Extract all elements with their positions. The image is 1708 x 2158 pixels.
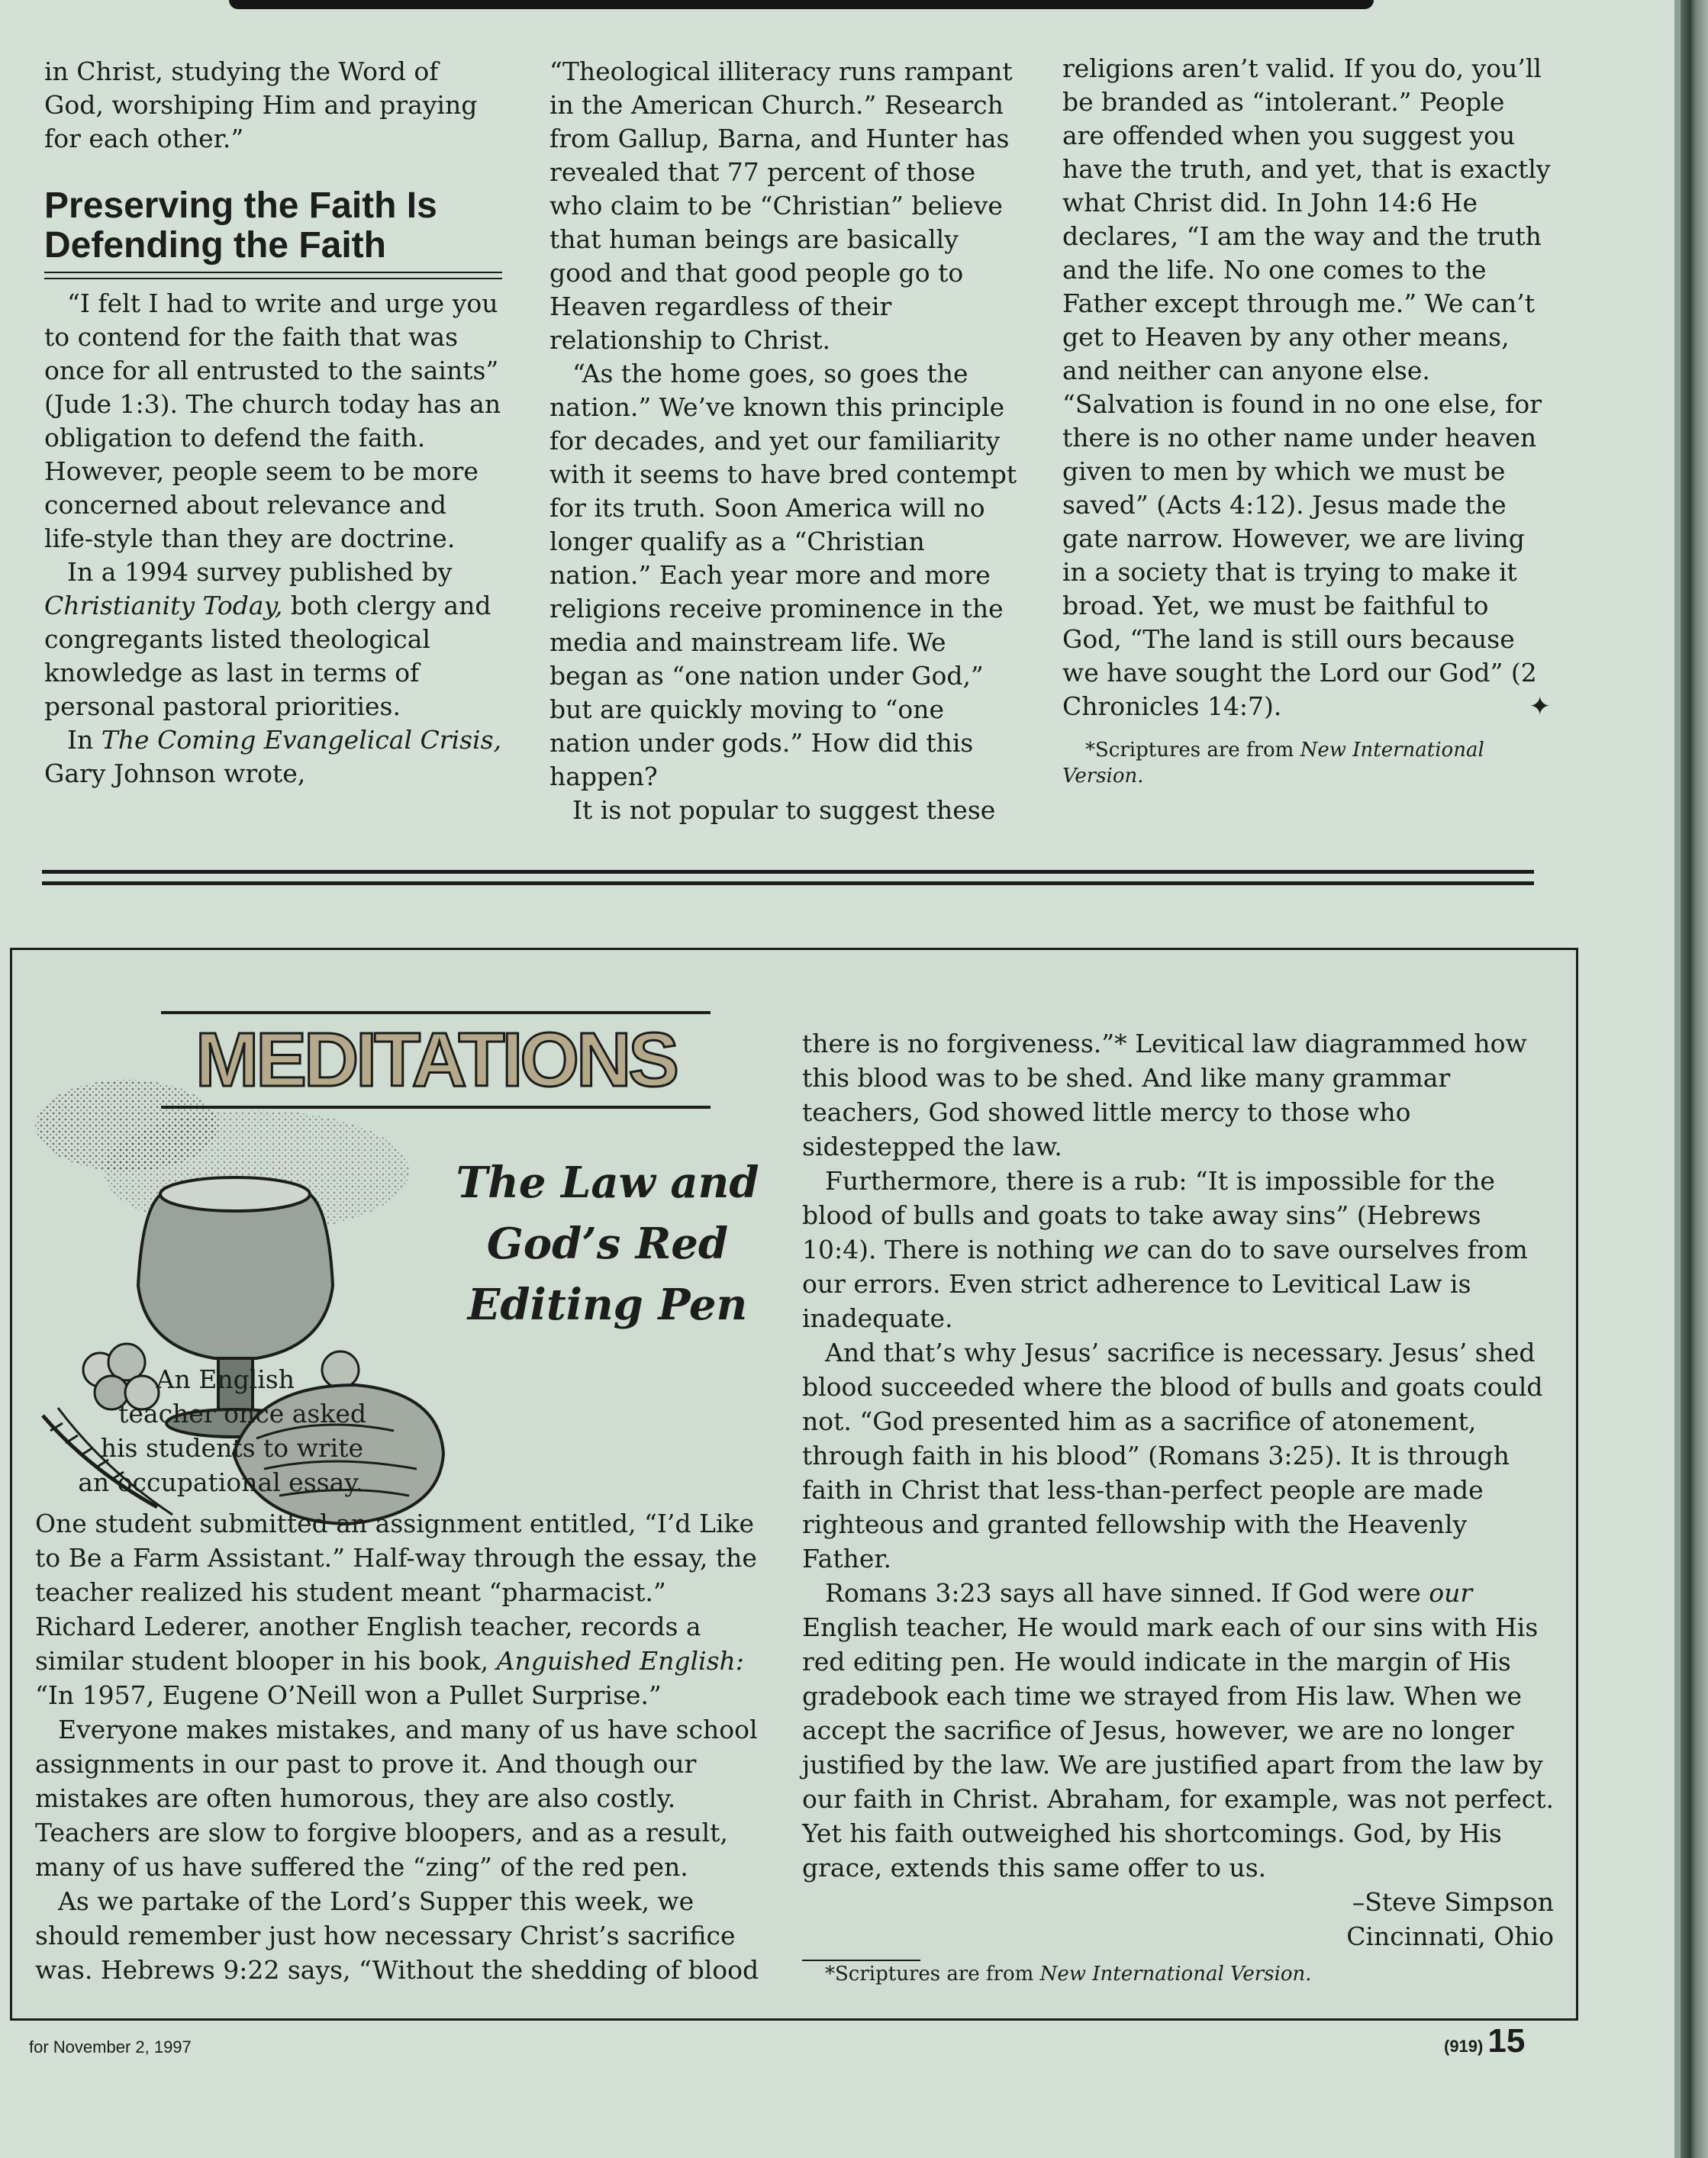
- text-run: Gary Johnson wrote,: [44, 759, 306, 788]
- column3-paragraph-1: [1062, 52, 1551, 723]
- section-divider: [42, 870, 1534, 893]
- issue-date: for November 2, 1997: [29, 2037, 192, 2057]
- text-run: Furthermore, there is a rub: “It is impossible for the blood of bulls and goats to take away sins” (Hebrews 10:4). There is nothing: [802, 1166, 1495, 1264]
- emphasis: our: [1429, 1578, 1473, 1608]
- text-run: In a 1994 survey published by: [67, 557, 453, 587]
- article-column-2: [549, 55, 1023, 827]
- book-title: The Coming Evangelical Crisis,: [101, 725, 502, 755]
- text-run: One student submitted an assignment entitled, “I’d Like to Be a Farm Assistant.” Half-way through the essay, the teacher realized his student meant “pharmacist.” Richard Lederer, another English teacher, records a similar student blooper in his book,: [35, 1509, 757, 1676]
- page-edge-shadow: [1674, 0, 1681, 2158]
- meditation-paragraph-7: [802, 1576, 1554, 1885]
- meditation-paragraph-3: As we partake of the Lord’s Supper this week, we should remember just how necessary Christ’s sacrifice was. Hebrews 9:22 says, “Without the shedding of blood: [35, 1886, 759, 1985]
- intro-line: An English: [156, 1364, 295, 1394]
- article-column-1: [44, 55, 502, 791]
- intro-line: an occupational essay.: [78, 1467, 363, 1497]
- meditation-right-column: [802, 1026, 1554, 1987]
- section-heading: Preserving the Faith Is Defending the Faith: [44, 185, 437, 266]
- wrapped-intro: [12, 1362, 409, 1499]
- meditation-paragraph-2: Everyone makes mistakes, and many of us have school assignments in our past to prove it. And though our mistakes are often humorous, they are also costly. Teachers are slow to forgive bloopers, and as a result, many of us have suffered the “zing” of the red pen.: [35, 1715, 758, 1882]
- version-title: New International Version.: [1039, 1963, 1312, 1986]
- intro-line: teacher once asked: [118, 1399, 366, 1428]
- page-top-edge: [229, 0, 1374, 9]
- title-line: God’s Red: [486, 1219, 729, 1269]
- text-run: *Scriptures are from: [1085, 739, 1300, 762]
- text-run: “In 1957, Eugene O’Neill won a Pullet Surprise.”: [35, 1680, 662, 1710]
- meditation-paragraph-5: [802, 1164, 1554, 1335]
- book-title: Anguished English:: [496, 1646, 744, 1676]
- version-title: New International Version.: [1062, 739, 1484, 788]
- column1-paragraph-3: [44, 723, 502, 791]
- meditation-paragraph-1: [35, 1506, 760, 1712]
- page-number-block: [1444, 2022, 1525, 2060]
- article-footnote: [1062, 737, 1551, 789]
- meditation-left-column: [35, 1506, 760, 1987]
- magazine-title: Christianity Today,: [44, 591, 283, 620]
- emphasis: we: [1102, 1235, 1139, 1264]
- title-line: Editing Pen: [467, 1280, 748, 1330]
- text-run: Romans 3:23 says all have sinned. If God were: [825, 1578, 1429, 1608]
- text-run: English teacher, He would mark each of our sins with His red editing pen. He would indicate in the margin of His gradebook each time we strayed from His law. When we accept the sacrifice of Jesus, however, we are no longer justified by the law. We are justified apart from the law by our faith in Christ. Abraham, for example, was not perfect. Yet his faith outweighed his shortcomings. God, by His grace, extends this same offer to us.: [802, 1612, 1555, 1883]
- binding-spine: [1681, 0, 1708, 2158]
- column2-paragraph-2: “As the home goes, so goes the nation.” We’ve known this principle for decades, and yet our familiarity with it seems to have bred contempt for its truth. Soon America will no longer qualify as a “Christian nation.” Each year more and more religions receive prominence in the media and mainstream life. We began as “one nation under God,” but are quickly moving to “one nation under gods.” How did this happen?: [549, 359, 1017, 791]
- column1-paragraph-1: “I felt I had to write and urge you to contend for the faith that was once for all entrusted to the saints” (Jude 1:3). The church today has an obligation to defend the faith. However, people seem to be more concerned about relevance and life-style than they are doctrine.: [44, 288, 501, 553]
- column2-paragraph-1: “Theological illiteracy runs rampant in the American Church.” Research from Gallup, Barna, and Hunter has revealed that 77 percent of those who claim to be “Christian” believe that human beings are basically good and that good people go to Heaven regardless of their relationship to Christ.: [549, 56, 1013, 355]
- title-line: The Law and: [456, 1158, 759, 1208]
- author-location: Cincinnati, Ohio: [1346, 1921, 1554, 1951]
- column2-paragraph-3: It is not popular to suggest these: [572, 795, 996, 825]
- text-run: religions aren’t valid. If you do, you’ll be branded as “intolerant.” People are offended when you suggest you have the truth, and yet, that is exactly what Christ did. In John 14:6 He declares, “I am the way and the truth and the life. No one comes to the Father except through me.” We can’t get to Heaven by any other means, and neither can anyone else. “Salvation is found in no one else, for there is no other name under heaven given to men by which we must be saved” (Acts 4:12). Jesus made the gate narrow. However, we are living in a society that is trying to make it broad. Yet, we must be faithful to God, “The land is still ours because we have sought the Lord our God” (2 Chronicles 14:7).: [1062, 53, 1551, 721]
- column1-paragraph-2: [44, 556, 502, 723]
- text-run: *Scriptures are from: [825, 1963, 1040, 1986]
- article-column-3: [1062, 52, 1551, 789]
- heading-rule: [44, 272, 502, 279]
- text-run: In: [67, 725, 102, 755]
- author-name: –Steve Simpson: [1352, 1887, 1554, 1917]
- meditation-paragraph-6: And that’s why Jesus’ sacrifice is necessary. Jesus’ shed blood succeeded where the blood of bulls and goats could not. “God presented him as a sacrifice of atonement, through faith in his blood” (Romans 3:25). It is through faith in Christ that less-than-perfect people are made righteous and granted fellowship with the Heavenly Father.: [802, 1338, 1543, 1573]
- intro-line: his students to write: [100, 1433, 363, 1463]
- text-run: can do to save ourselves from our errors. Even strict adherence to Levitical Law is inadequate.: [802, 1235, 1528, 1333]
- meditations-logo: MEDITATIONS: [161, 1011, 711, 1109]
- column1-lead: in Christ, studying the Word of God, worshiping Him and praying for each other.”: [44, 56, 478, 153]
- page-number: 15: [1487, 2022, 1526, 2060]
- meditation-paragraph-4: there is no forgiveness.”* Levitical law diagrammed how this blood was to be shed. And like many grammar teachers, God showed little mercy to those who sidestepped the law.: [802, 1029, 1527, 1161]
- page-code: (919): [1444, 2037, 1484, 2056]
- text-run: both clergy and congregants listed theological knowledge as last in terms of personal pastoral priorities.: [44, 591, 491, 721]
- meditation-title: [447, 1152, 768, 1335]
- meditations-box: [10, 948, 1578, 2021]
- meditation-footnote: [825, 1961, 1554, 1987]
- end-diamond-icon: ✦: [1529, 691, 1551, 722]
